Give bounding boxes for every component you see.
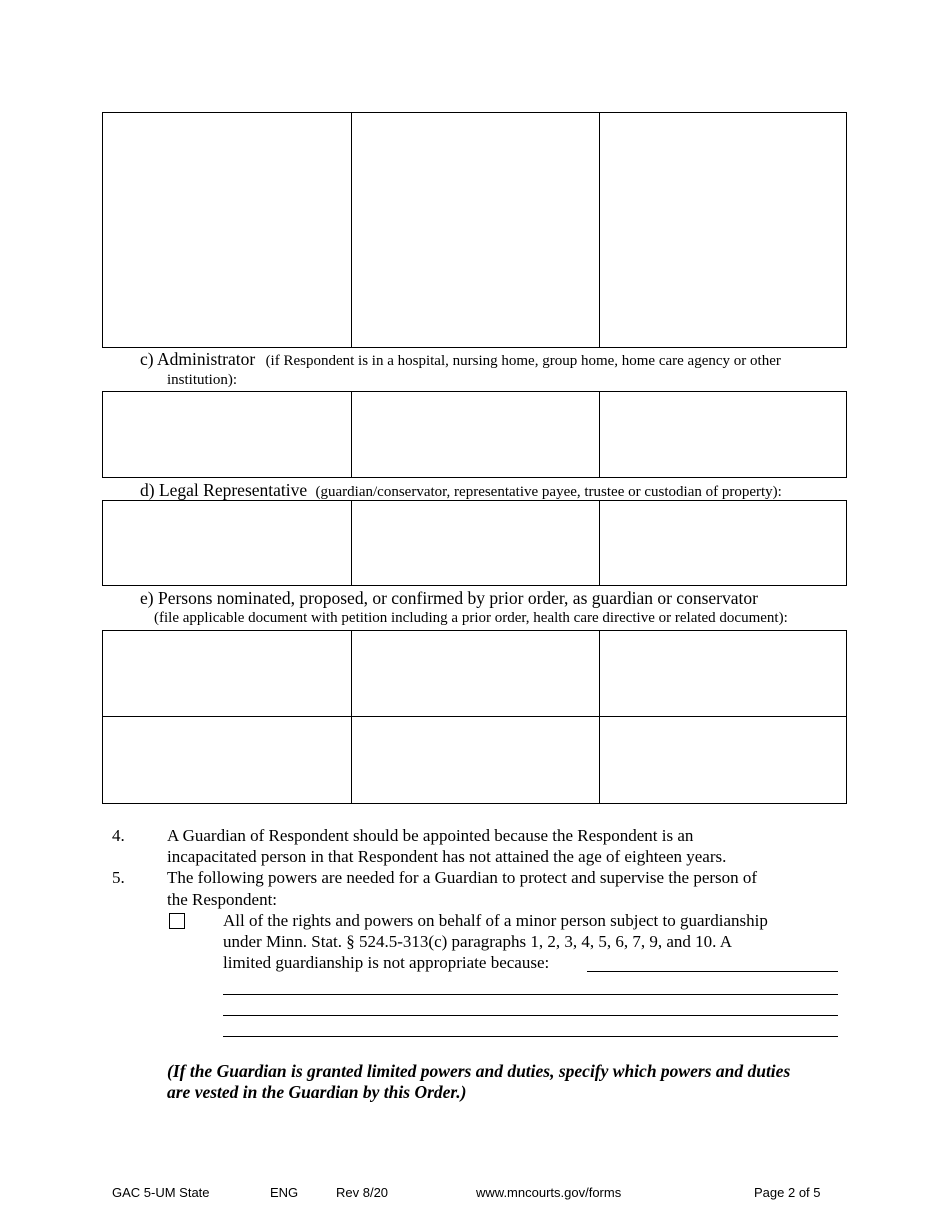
table-cell[interactable] — [352, 501, 600, 586]
section-c-note-continued: institution): — [167, 372, 238, 388]
reason-answer-line[interactable] — [587, 971, 838, 972]
section-d-heading — [140, 480, 782, 501]
section-c-heading — [140, 349, 781, 370]
legal-representative-table — [102, 500, 847, 586]
limited-powers-note-line2: are vested in the Guardian by this Order.) — [167, 1082, 467, 1102]
section-e-note: (file applicable document with petition including a prior order, health care directive or related document): — [154, 610, 788, 626]
reason-answer-line[interactable] — [223, 1015, 838, 1016]
item-5-line2: the Respondent: — [167, 890, 278, 909]
footer-form-id: GAC 5-UM State — [112, 1185, 210, 1200]
reason-answer-line[interactable] — [223, 994, 838, 995]
section-c-label: c) Administrator — [140, 349, 256, 369]
item-5-line1: The following powers are needed for a Guardian to protect and supervise the person of — [167, 868, 758, 887]
section-d-label: d) Legal Representative — [140, 480, 308, 500]
full-powers-option-line2: under Minn. Stat. § 524.5-313(c) paragraphs 1, 2, 3, 4, 5, 6, 7, 9, and 10. A — [223, 932, 732, 951]
reason-answer-line[interactable] — [223, 1036, 838, 1037]
table-cell[interactable] — [103, 717, 352, 804]
section-e-label: e) Persons nominated, proposed, or confirmed by prior order, as guardian or conservator — [140, 588, 758, 608]
administrator-table — [102, 391, 847, 478]
table-cell[interactable] — [103, 631, 352, 717]
footer-url[interactable]: www.mncourts.gov/forms — [476, 1185, 622, 1200]
item-4-number: 4. — [112, 826, 125, 845]
section-d-note: (guardian/conservator, representative payee, trustee or custodian of property): — [315, 484, 782, 500]
table-cell[interactable] — [103, 113, 352, 348]
item-4-line1: A Guardian of Respondent should be appointed because the Respondent is an — [167, 826, 694, 845]
full-powers-option-line1: All of the rights and powers on behalf of a minor person subject to guardianship — [223, 911, 768, 930]
table-cell[interactable] — [103, 501, 352, 586]
footer-revision: Rev 8/20 — [336, 1185, 389, 1200]
nominated-persons-table — [102, 630, 847, 804]
item-5-number: 5. — [112, 868, 125, 887]
table-cell[interactable] — [600, 631, 847, 717]
section-c-note: (if Respondent is in a hospital, nursing home, group home, home care agency or other — [265, 353, 781, 369]
table-cell[interactable] — [352, 392, 600, 478]
full-powers-checkbox[interactable] — [169, 913, 185, 929]
full-powers-option-line3: limited guardianship is not appropriate because: — [223, 953, 550, 972]
item-4-line2: incapacitated person in that Respondent has not attained the age of eighteen years. — [167, 847, 727, 866]
limited-powers-note-line1: (If the Guardian is granted limited powers and duties, specify which powers and duties — [167, 1061, 791, 1081]
top-table — [102, 112, 847, 348]
table-cell[interactable] — [600, 501, 847, 586]
table-cell[interactable] — [600, 717, 847, 804]
table-cell[interactable] — [600, 392, 847, 478]
table-cell[interactable] — [352, 717, 600, 804]
footer-language: ENG — [270, 1185, 299, 1200]
table-cell[interactable] — [600, 113, 847, 348]
table-cell[interactable] — [103, 392, 352, 478]
footer-page-number: Page 2 of 5 — [754, 1185, 821, 1200]
table-cell[interactable] — [352, 631, 600, 717]
table-cell[interactable] — [352, 113, 600, 348]
